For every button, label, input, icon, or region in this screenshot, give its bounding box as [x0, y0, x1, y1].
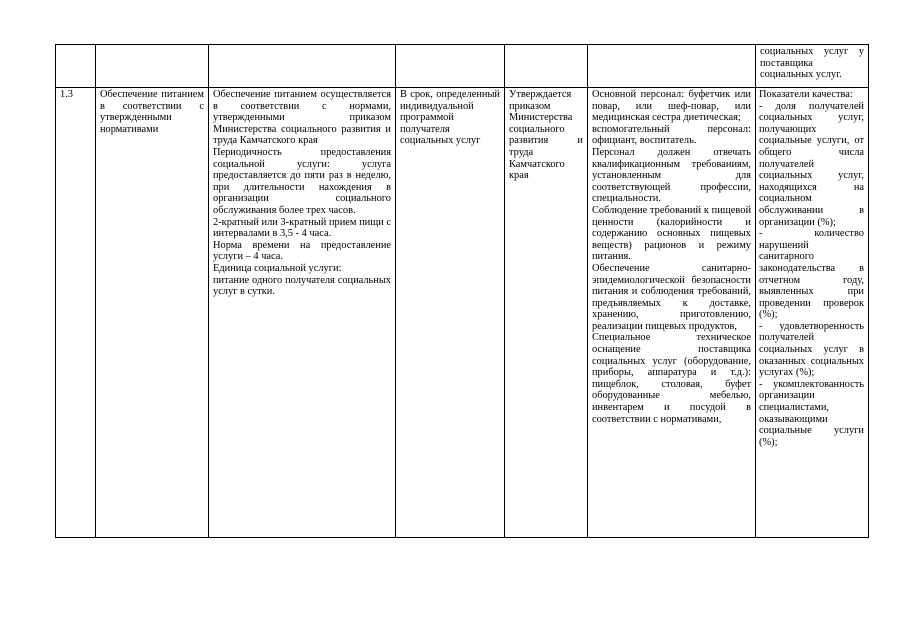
service-name: Обеспечение питанием в соответствии с утвержденными нормативами: [96, 88, 209, 538]
cont-cell-description: [209, 45, 396, 88]
services-table: [55, 44, 869, 538]
description-paragraph: питание одного получателя социальных услуг в сутки.: [213, 274, 391, 298]
cont-cell-term: [396, 45, 505, 88]
conditions-paragraph: вспомогательный персонал: официант, воспитатель.: [592, 123, 751, 147]
cont-cell-conditions: [588, 45, 756, 88]
quality-item: - удовлетворенность получателей социальных услуг в оказанных социальных услугах (%);: [759, 320, 864, 379]
conditions-paragraph: Обеспечение санитарно-эпидемиологической безопасности питания и соблюдения требований, предъявляемых к доставке, хранению, приготовлению, реализации пищевых продуктов,: [592, 262, 751, 332]
description-paragraph: Обеспечение питанием осуществляется в соответствии с нормами, утвержденными приказом Министерства социального развития и труда Камчатского края: [213, 89, 391, 147]
service-tariff: Утверждается приказом Министерства социального развития и труда Камчатского края: [505, 88, 588, 538]
quality-item: - доля получателей социальных услуг, получающих социальные услуги, от общего числа получателей социальных услуг, находящихся на социальном обслуживании в организации (%);: [759, 100, 864, 228]
conditions-paragraph: Специальное техническое оснащение поставщика социальных услуг (оборудование, приборы, аппаратура и т.д.): пищеблок, столовая, буфет оборудованные мебелью, инвентарем и посудой в соответствии с нормативами,: [592, 332, 751, 425]
conditions-paragraph: Соблюдение требований к пищевой ценности (калорийности и содержанию основных пищевых веществ) рационов и режиму питания.: [592, 204, 751, 263]
description-paragraph: Норма времени на предоставление услуги – 4 часа.: [213, 239, 391, 263]
cont-cell-quality: социальных услуг у поставщика социальных услуг.: [756, 45, 869, 88]
cont-cell-number: [56, 45, 96, 88]
cont-cell-tariff: [505, 45, 588, 88]
conditions-paragraph: Персонал должен отвечать квалификационным требованиям, установленным для соответствующей профессии, специальности.: [592, 146, 751, 205]
service-description: [209, 88, 396, 538]
table-row: [56, 88, 869, 538]
quality-heading: Показатели качества:: [759, 89, 853, 100]
quality-indicators: [756, 88, 869, 538]
quality-item: - укомплектованность организации специалистами, оказывающими социальные услуги (%);: [759, 378, 864, 448]
conditions-paragraph: Основной персонал: буфетчик или повар, или шеф-повар, или медицинская сестра диетическая;: [592, 89, 751, 124]
service-conditions: [588, 88, 756, 538]
cont-cell-name: [96, 45, 209, 88]
continuation-row: [56, 45, 869, 88]
quality-item: - количество нарушений санитарного законодательства в отчетном году, выявленных при проведении проверок (%);: [759, 228, 864, 321]
service-term: В срок, определенный индивидуальной программой получателя социальных услуг: [396, 88, 505, 538]
description-paragraph: Единица социальной услуги:: [213, 262, 342, 274]
description-paragraph: 2-кратный или 3-кратный прием пищи с интервалами в 3,5 - 4 часа.: [213, 216, 391, 240]
description-paragraph: Периодичность предоставления социальной услуги: услуга предоставляется до пяти раз в неделю, при длительности нахождения в организации социального обслуживания более трех часов.: [213, 146, 391, 216]
row-number: 1.3: [56, 88, 96, 538]
